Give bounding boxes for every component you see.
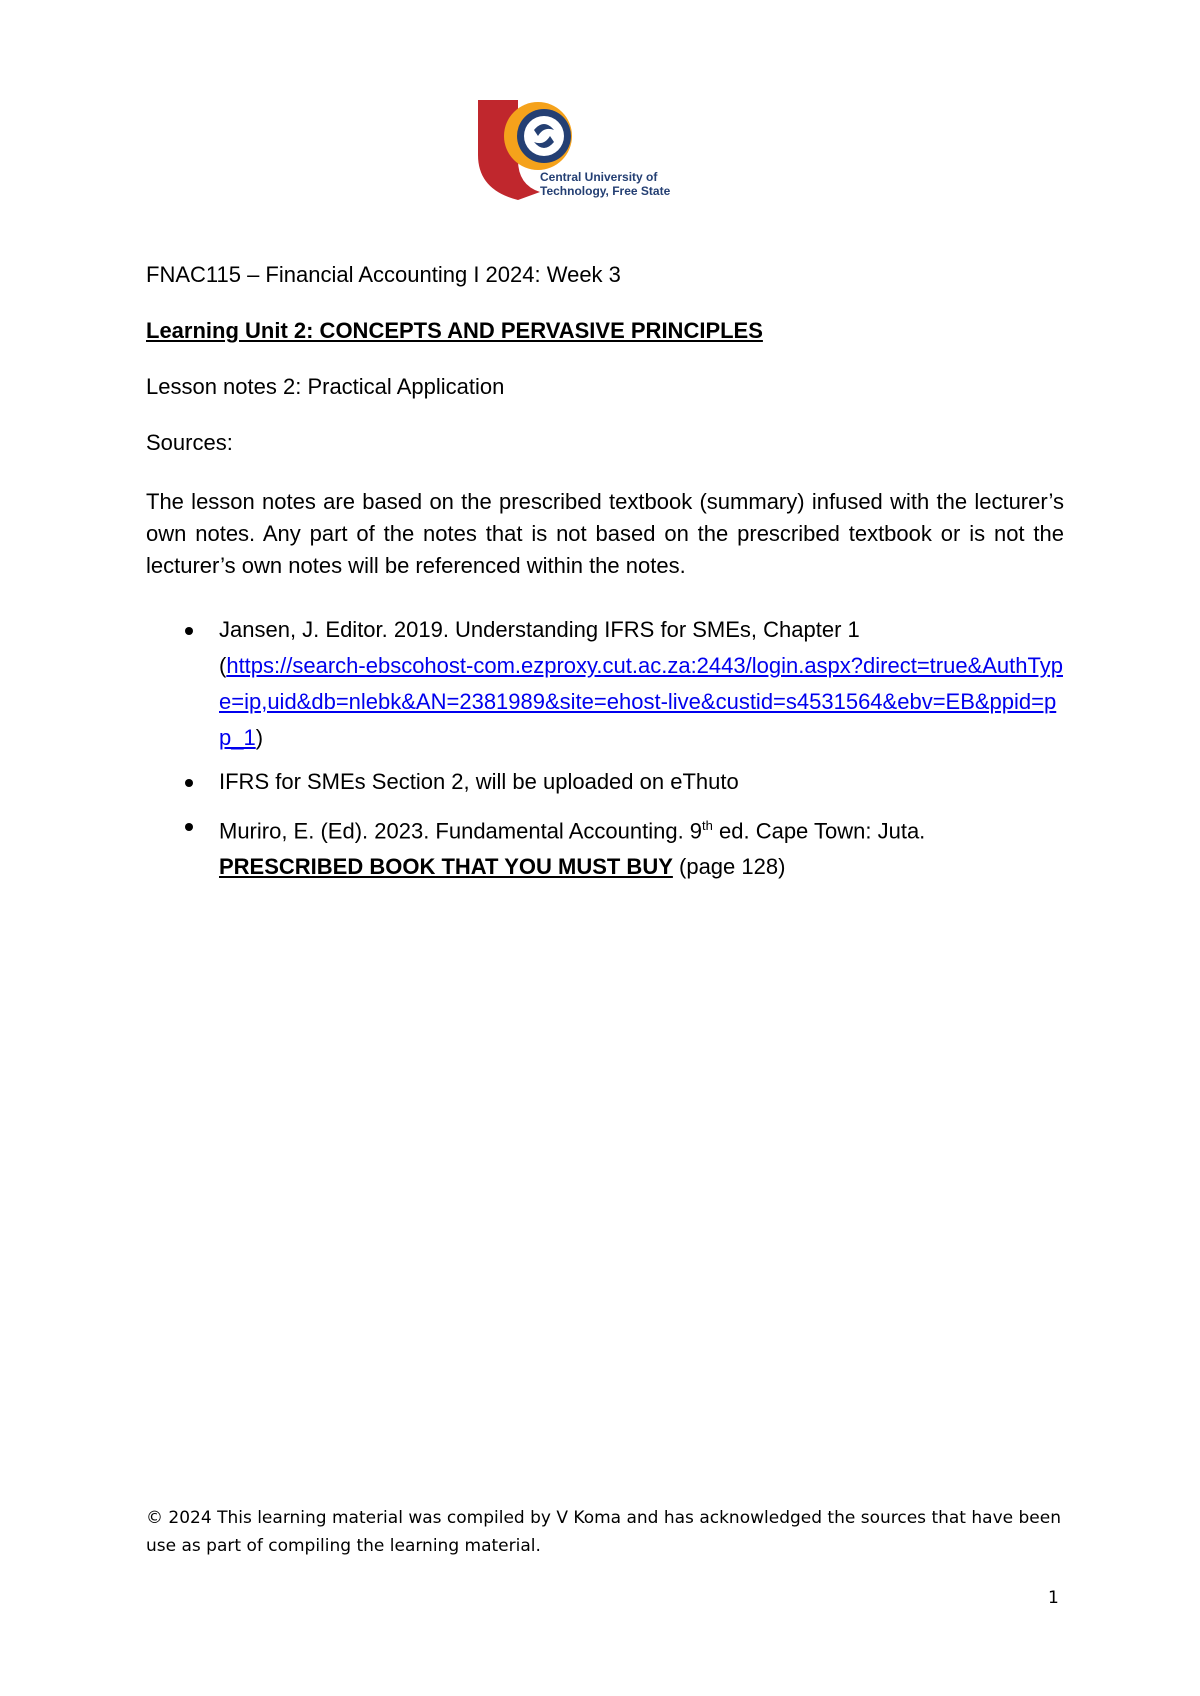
logo-text [540,170,670,198]
source-item [146,764,1064,800]
bullet-icon [185,823,193,831]
source-text: Muriro, E. (Ed). 2023. Fundamental Accounting. 9 [219,818,703,844]
source-text: IFRS for SMEs Section 2, will be uploaded on eThuto [219,769,739,794]
close-paren: ) [255,725,264,750]
sources-label: Sources: [146,430,233,455]
source-item [146,612,1064,756]
open-paren: ( [219,653,227,678]
unit-title: Learning Unit 2: CONCEPTS AND PERVASIVE PRINCIPLES [146,318,763,343]
intro-paragraph: The lesson notes are based on the prescribed textbook (summary) infused with the lecturer’s own notes. Any part of the notes that is not based on the prescribed textbook or is not the lecturer’s own notes will be referenced within the notes. [146,489,1064,578]
footer-note: © 2024 This learning material was compiled by V Koma and has acknowledged the sources that have been use as part of compiling the learning material. [146,1508,1061,1556]
main-content [146,262,1064,893]
prescribed-emphasis: PRESCRIBED BOOK THAT YOU MUST BUY [219,854,673,880]
source-item [146,808,1064,885]
source-text-after: ed. Cape Town: Juta. [712,818,926,844]
sources-list [146,612,1064,885]
page-reference: (page 128) [672,854,786,880]
page-number: 1 [1048,1588,1059,1608]
bullet-icon [185,779,193,787]
logo-text-line1: Central University of [540,170,658,184]
course-title: FNAC115 – Financial Accounting I 2024: Week 3 [146,262,621,287]
logo-text-line2: Technology, Free State [540,184,671,198]
source-link[interactable]: https://search-ebscohost-com.ezproxy.cut.ac.za:2443/login.aspx?direct=true&AuthType=ip,uid&db=nlebk&AN=2381989&site=ehost-live&custid=s4531564&ebv=EB&ppid=pp_1 [219,653,1063,750]
lesson-title: Lesson notes 2: Practical Application [146,374,505,399]
superscript: th [702,818,713,833]
bullet-icon [185,627,193,635]
source-text: Jansen, J. Editor. 2019. Understanding IFRS for SMEs, Chapter 1 [219,617,860,642]
